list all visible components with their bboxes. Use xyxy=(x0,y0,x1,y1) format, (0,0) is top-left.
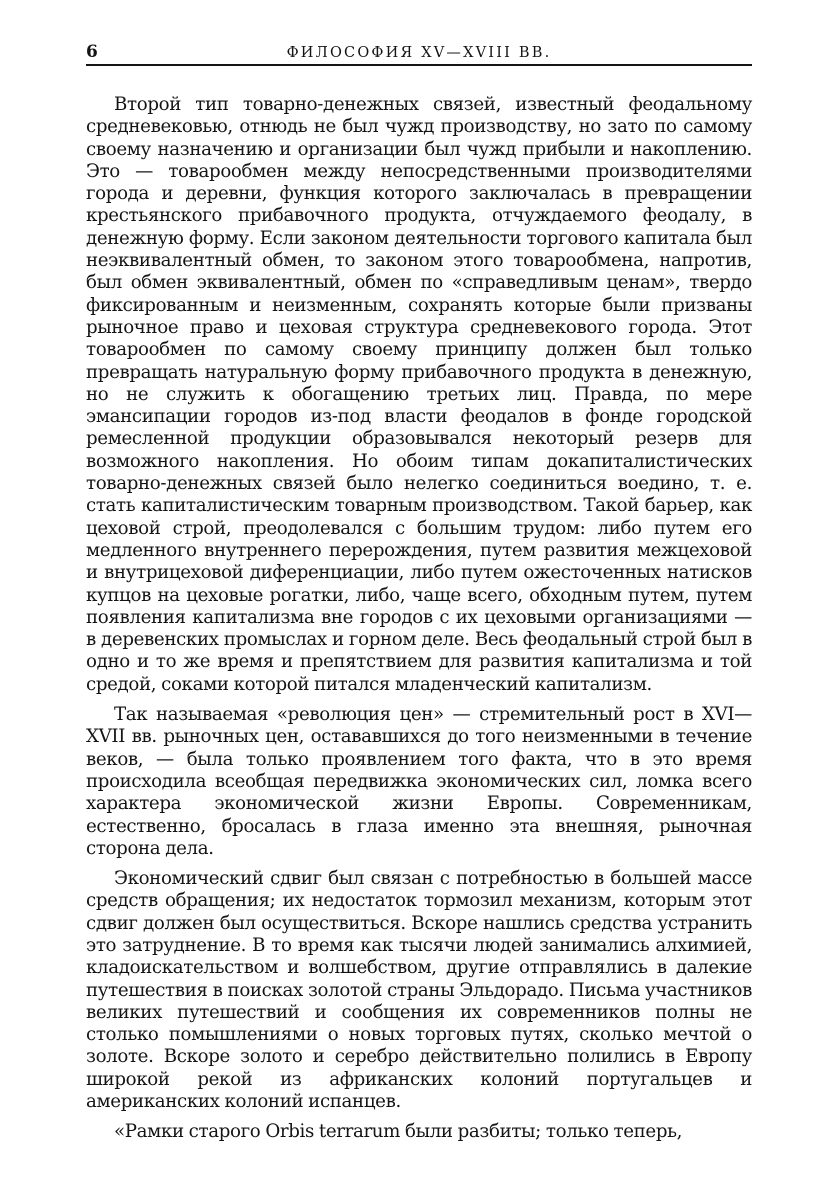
paragraph-price-revolution: Так называемая «революция цен» — стремительный рост в XVI—XVII вв. рыночных цен, остававшихся до того неизменными в течение веков, — была только проявлением того факта, что в это время происходила всеобщая передвижка экономических сил, ломка всего характера экономической жизни Европы. Современникам, естественно, бросалась в глаза именно эта внешняя, рыночная сторона дела. xyxy=(86,704,752,859)
paragraph-economic-shift: Экономический сдвиг был связан с потребностью в большей массе средств обращения; их недостаток тормозил механизм, которым этот сдвиг должен был осуществиться. Вскоре нашлись средства устранить это затруднение. В то время как тысячи людей занимались алхимией, кладоискательством и волшебством, другие отправлялись в далекие путешествия в поисках золотой страны Эльдорадо. Письма участников великих путешествий и сообщения их современников полны не столько помышлениями о новых торговых путях, сколько мечтой о золоте. Вскоре золото и серебро действительно полились в Европу широкой рекой из африканских колоний португальцев и американских колоний испанцев. xyxy=(86,868,752,1113)
running-head xyxy=(86,30,752,66)
book-page xyxy=(86,30,752,1144)
running-title: ФИЛОСОФИЯ XV—XVIII ВВ. xyxy=(286,45,552,61)
paragraph-trade-relations: Второй тип товарно-денежных связей, известный феодальному средневековью, отнюдь не был чужд производству, но зато по самому своему назначению и организации был чужд прибыли и накоплению. Это — товарообмен между непосредственными производителями города и деревни, функция которого заключалась в превращении крестьянского прибавочного продукта, отчуждаемого феодалу, в денежную форму. Если законом деятельности торгового капитала был неэквивалентный обмен, то законом этого товарообмена, напротив, был обмен эквивалентный, обмен по «справедливым ценам», твердо фиксированным и неизменным, сохранять которые были призваны рыночное право и цеховая структура средневекового города. Этот товарообмен по самому своему принципу должен был только превращать натуральную форму прибавочного продукта в денежную, но не служить к обогащению третьих лиц. Правда, по мере эмансипации городов из-под власти феодалов в фонде городской ремесленной продукции образовывался некоторый резерв для возможного накопления. Но обоим типам докапиталистических товарно-денежных связей было нелегко соединиться воедино, т. е. стать капиталистическим товарным производством. Такой барьер, как цеховой строй, преодолевался с большим трудом: либо путем его медленного внутреннего перерождения, путем развития межцеховой и внутрицеховой диференциации, либо путем ожесточенных натисков купцов на цеховые рогатки, либо, чаще всего, обходным путем, путем появления капитализма вне городов с их цеховыми организациями — в деревенских промыслах и горном деле. Весь феодальный строй был в одно и то же время и препятствием для развития капитализма и той средой, соками которой питался младенческий капитализм. xyxy=(86,94,752,695)
paragraph-quote-start: «Рамки старого Orbis terrarum были разбиты; только теперь, xyxy=(114,1121,683,1143)
page-number: 6 xyxy=(86,42,98,62)
body-text xyxy=(86,94,752,1144)
